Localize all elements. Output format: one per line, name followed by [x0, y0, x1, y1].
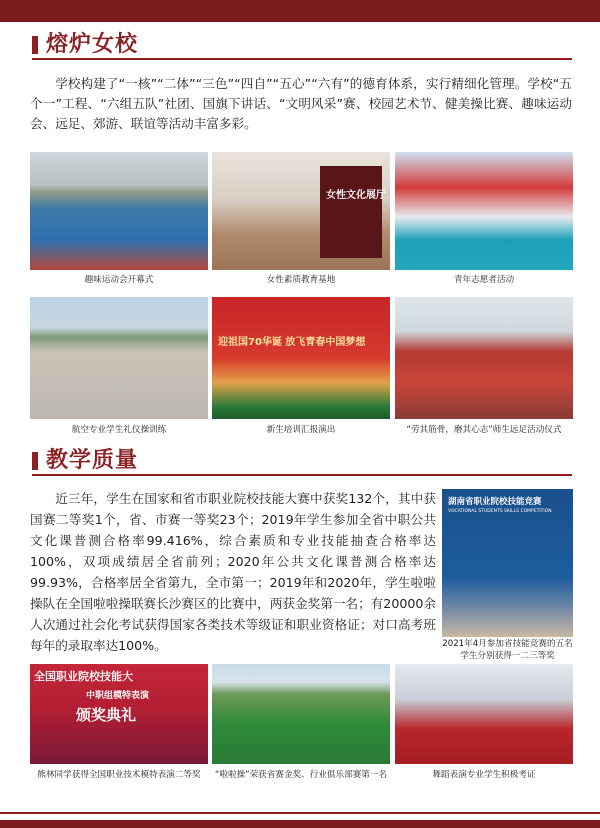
intro-paragraph: 学校构建了“一核”“二体”“三色”“四自”“五心”“六有”的德育体系，实行精细化管理。学校“五个一”工程、“六组五队”社团、国旗下讲话、“文明风采”赛、校园艺术节、健美操比赛、趣味运动会、远足、郊游、联谊等活动丰富多彩。 — [30, 76, 572, 131]
quality-paragraph: 近三年，学生在国家和省市职业院校技能大赛中获奖132个，其中获国赛二等奖1个，省、市赛一等奖23个；2019年学生参加全省中职公共文化课普测合格率99.416%，综合素质和专业技能抽查合格率达100%，双项成绩居全省前列；2020年公共文化课普测合格率达99.93%，合格率居全省第九，全市第一；2019年和2020年，学生啦啦操队在全国啦啦操联赛长沙赛区的比赛中，两获金奖第一名；有20000余人次通过社会化考试获得国家各类技术等级证和职业资格证；对口高考班每年的录取率达100%。 — [30, 491, 436, 653]
hall-sign-text: 女性文化展厅 — [326, 190, 386, 201]
award-banner-line1: 全国职业院校技能大 — [34, 670, 133, 683]
photo-womens-hall — [212, 152, 390, 270]
section-header-campus — [0, 30, 600, 60]
photo-cheerleading — [212, 664, 390, 764]
photo-freshman-show — [212, 297, 390, 419]
photo-dance-exam — [395, 664, 573, 764]
section-rule — [32, 474, 572, 476]
photo-caption: 青年志愿者活动 — [453, 275, 515, 285]
award-banner-line3: 颁奖典礼 — [76, 706, 137, 724]
bottom-banner-bar — [0, 820, 600, 828]
stage-banner-text: 迎祖国70华诞 放飞青春中国梦想 — [218, 337, 366, 348]
section-title: 熔炉女校 — [46, 32, 139, 57]
photo-volunteers — [395, 152, 573, 270]
photo-aviation-etiquette — [30, 297, 208, 419]
photo-caption: “劳其筋骨，磨其心志”师生远足活动仪式 — [406, 425, 562, 435]
top-banner-bar — [0, 0, 600, 22]
photo-caption: 新生培训汇报演出 — [266, 425, 336, 435]
award-banner-line2: 中职组模特表演 — [86, 691, 150, 701]
photo-caption: “啦啦操”荣获省赛金奖、行业俱乐部赛第一名 — [214, 770, 388, 780]
competition-banner-subtext: VOCATIONAL STUDENTS SKILLS COMPETITION — [448, 509, 552, 514]
bottom-rule — [0, 812, 600, 814]
photo-caption: 航空专业学生礼仪操训练 — [71, 425, 167, 435]
photo-caption: 舞蹈表演专业学生积极考证 — [432, 770, 536, 780]
photo-caption: 熊林同学获得全国职业技术模特表演二等奖 — [37, 770, 201, 780]
competition-banner-text: 湖南省职业院校技能竞赛 — [448, 497, 542, 507]
photo-sports-opening — [30, 152, 208, 270]
section-header-quality — [0, 446, 600, 476]
photo-skills-competition — [442, 489, 573, 637]
photo-caption: 女性素质教育基地 — [266, 275, 336, 285]
photo-hiking-ceremony — [395, 297, 573, 419]
photo-model-award — [30, 664, 208, 764]
photo-caption: 2021年4月参加省技能竞赛的五名学生分别获得一二三等奖 — [442, 639, 573, 661]
section-marker — [32, 36, 38, 54]
section-title: 教学质量 — [46, 448, 139, 473]
section-rule — [32, 58, 572, 60]
photo-caption: 趣味运动会开幕式 — [84, 275, 154, 285]
section-marker — [32, 452, 38, 470]
